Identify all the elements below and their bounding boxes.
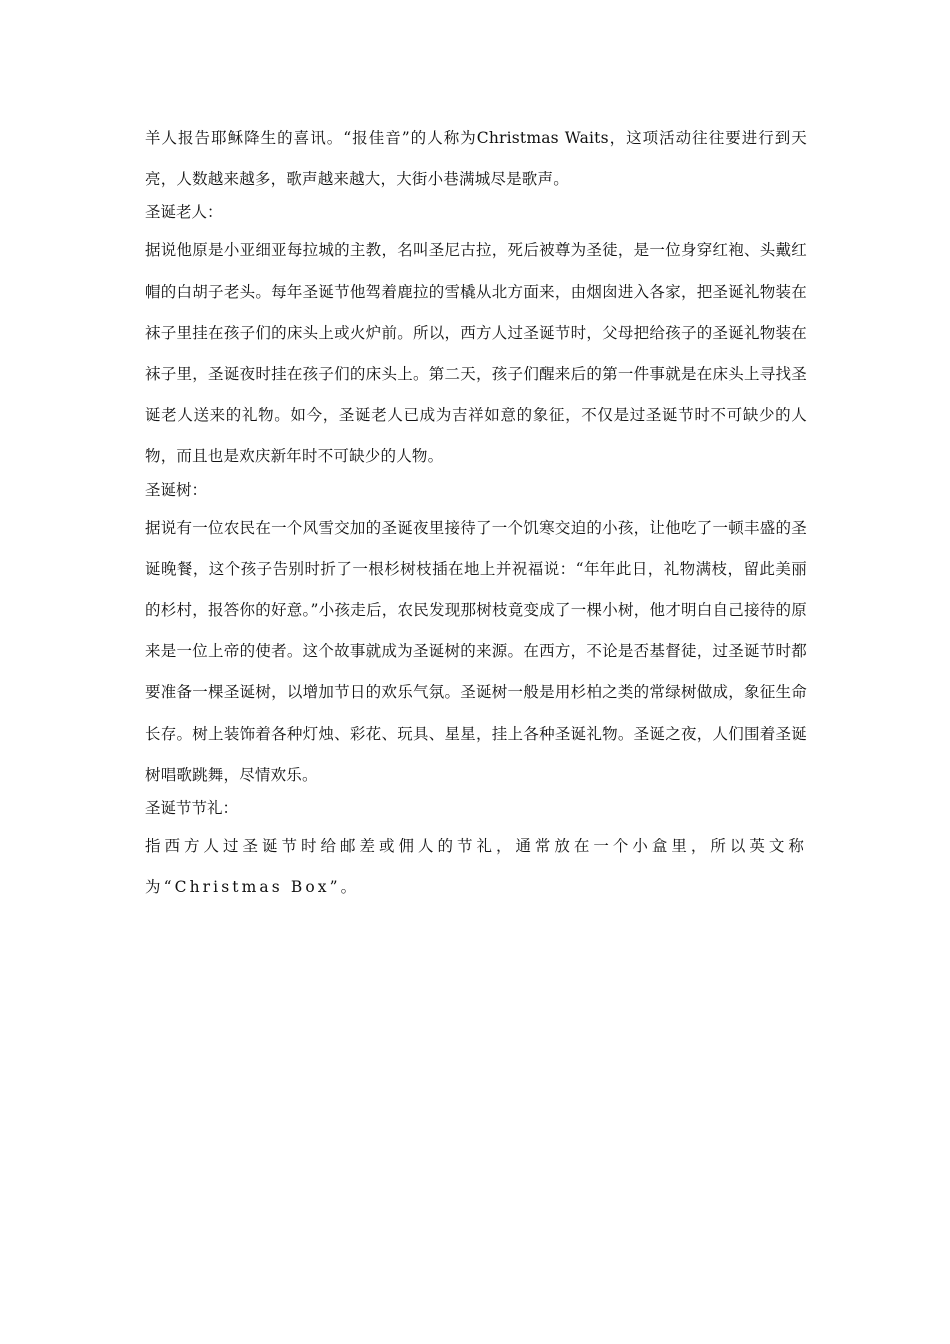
section-body-tree: 据说有一位农民在一个风雪交加的圣诞夜里接待了一个饥寒交迫的小孩，让他吃了一顿丰盛的圣诞晚餐，这个孩子告别时折了一根杉树枝插在地上并祝福说：“年年此日，礼物满枝，留此美丽的杉村，报答你的好意。”小孩走后，农民发现那树枝竟变成了一棵小树，他才明白自己接待的原来是一位上帝的使者。这个故事就成为圣诞树的来源。在西方，不论是否基督徒，过圣诞节时都要准备一棵圣诞树，以增加节日的欢乐气氛。圣诞树一般是用杉柏之类的常绿树做成，象征生命长存。树上装饰着各种灯烛、彩花、玩具、星星，挂上各种圣诞礼物。圣诞之夜，人们围着圣诞树唱歌跳舞，尽情欢乐。 xyxy=(145,518,807,784)
section-heading-box: 圣诞节节礼： xyxy=(145,799,239,818)
section-heading-tree: 圣诞树： xyxy=(145,480,208,499)
section-heading-santa: 圣诞老人： xyxy=(145,203,223,222)
document-page xyxy=(145,118,807,908)
section-body-santa: 据说他原是小亚细亚每拉城的主教，名叫圣尼古拉，死后被尊为圣徒，是一位身穿红袍、头戴红帽的白胡子老头。每年圣诞节他驾着鹿拉的雪橇从北方面来，由烟囱进入各家，把圣诞礼物装在袜子里挂在孩子们的床头上或火炉前。所以，西方人过圣诞节时，父母把给孩子的圣诞礼物装在袜子里，圣诞夜时挂在孩子们的床头上。第二天，孩子们醒来后的第一件事就是在床头上寻找圣诞老人送来的礼物。如今，圣诞老人已成为吉祥如意的象征，不仅是过圣诞节时不可缺少的人物，而且也是欢庆新年时不可缺少的人物。 xyxy=(145,241,807,466)
intro-paragraph: 羊人报告耶稣降生的喜讯。“报佳音”的人称为Christmas Waits，这项活动往往要进行到天亮，人数越来越多，歌声越来越大，大街小巷满城尽是歌声。 xyxy=(145,129,807,189)
section-body-box: 指西方人过圣诞节时给邮差或佣人的节礼，通常放在一个小盒里，所以英文称为“Christmas Box”。 xyxy=(145,837,807,897)
